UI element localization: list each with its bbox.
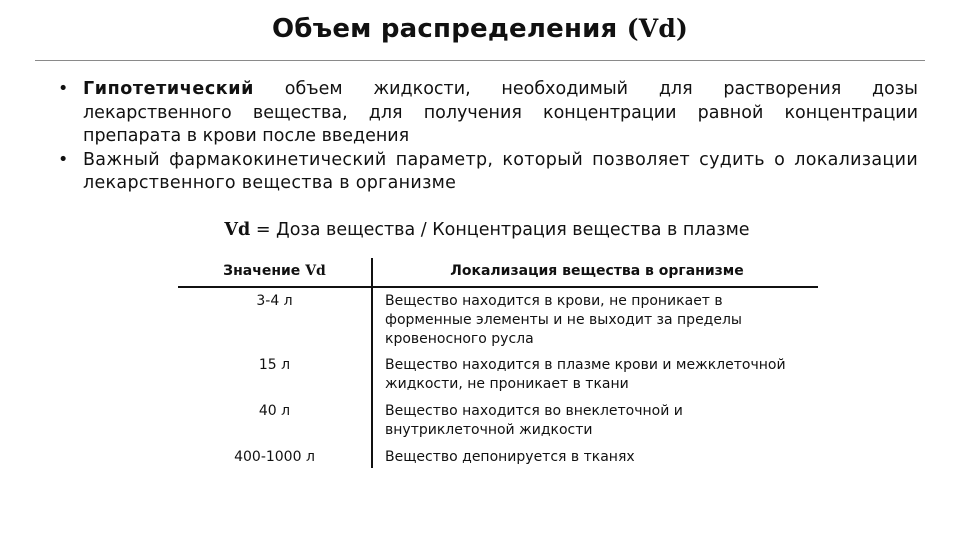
bullet-item (58, 78, 918, 149)
bullet-text: объем жидкости, необходимый для растворения дозы лекарственного вещества, для получения концентрации равной концентрации препарата в крови после введения (83, 79, 918, 146)
cell-value: 3-4 л (256, 293, 293, 309)
cell-value: 15 л (258, 357, 291, 373)
table-header (178, 258, 818, 288)
vd-table (178, 258, 818, 478)
cell-location: Вещество депонируется в тканях (385, 449, 635, 465)
cell-value: 40 л (258, 403, 291, 419)
header-value-label: Значение (223, 263, 306, 279)
bullet-list (58, 78, 918, 196)
cell-location: Вещество находится во внеклеточной и внутриклеточной жидкости (385, 403, 683, 438)
bullet-bold-term: Гипотетический (83, 79, 255, 99)
bullet-item (58, 149, 918, 196)
formula-text: = Доза вещества / Концентрация вещества в плазме (250, 220, 750, 240)
cell-location: Вещество находится в крови, не проникает в форменные элементы и не выходит за пределы кровеносного русла (385, 293, 742, 347)
header-location: Локализация вещества в организме (450, 263, 744, 279)
table-row (178, 292, 818, 356)
slide-title-text: Объем распределения (271, 14, 618, 44)
header-value (178, 263, 371, 279)
bullet-text: Важный фармакокинетический параметр, который позволяет судить о локализации лекарственного вещества в организме (83, 149, 918, 193)
slide-title (0, 14, 960, 44)
formula-symbol: Vd (224, 220, 251, 240)
bullet-marker: • (58, 149, 69, 170)
cell-value: 400-1000 л (234, 449, 315, 465)
slide-title-abbreviation: (Vd) (626, 14, 689, 43)
header-value-symbol: Vd (305, 263, 326, 279)
table-row (178, 356, 818, 402)
table-row (178, 402, 818, 448)
cell-location: Вещество находится в плазме крови и межклеточной жидкости, не проникает в ткани (385, 357, 786, 392)
table-row (178, 448, 818, 478)
bullet-marker: • (58, 79, 69, 99)
formula (0, 220, 960, 240)
title-divider (35, 60, 925, 61)
